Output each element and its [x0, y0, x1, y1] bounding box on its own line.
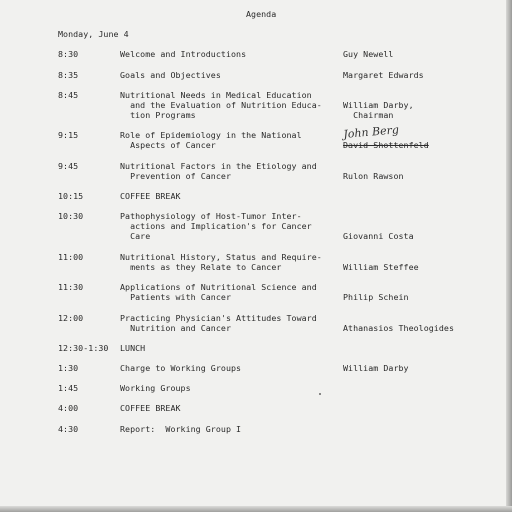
agenda-topic-continued: Prevention of Cancer — [120, 171, 231, 181]
agenda-topic-continued: actions and Implication's for Cancer — [120, 221, 312, 231]
agenda-time: 1:30 — [58, 363, 79, 373]
agenda-speaker: Margaret Edwards — [343, 70, 424, 80]
agenda-time: 4:00 — [58, 403, 79, 413]
agenda-time: 11:30 — [58, 282, 84, 292]
agenda-time: 12:00 — [58, 313, 84, 323]
agenda-topic: Welcome and Introductions — [120, 49, 247, 59]
agenda-topic-continued: Care — [120, 231, 151, 241]
agenda-time: 8:35 — [58, 70, 79, 80]
handwritten-speaker-correction: John Berg — [342, 123, 400, 141]
agenda-time: 4:30 — [58, 424, 79, 434]
agenda-time: 9:15 — [58, 130, 79, 140]
struck-speaker: David Shottenfeld — [343, 140, 429, 150]
agenda-speaker-role: Chairman — [343, 110, 394, 120]
agenda-topic: Practicing Physician's Attitudes Toward — [120, 313, 317, 323]
agenda-time: 9:45 — [58, 161, 79, 171]
agenda-topic: COFFEE BREAK — [120, 191, 181, 201]
agenda-topic: Nutritional Factors in the Etiology and — [120, 161, 317, 171]
agenda-topic: Role of Epidemiology in the National — [120, 130, 302, 140]
page-edge-right — [506, 0, 512, 512]
agenda-speaker: William Darby — [343, 363, 409, 373]
agenda-topic: Charge to Working Groups — [120, 363, 242, 373]
agenda-topic: Nutritional History, Status and Require- — [120, 252, 322, 262]
agenda-speaker: William Darby, — [343, 100, 414, 110]
ink-speck — [319, 393, 321, 395]
agenda-topic: COFFEE BREAK — [120, 403, 181, 413]
agenda-topic-continued: Patients with Cancer — [120, 292, 231, 302]
agenda-topic-continued: ments as they Relate to Cancer — [120, 262, 282, 272]
agenda-speaker: Giovanni Costa — [343, 231, 414, 241]
page-edge-bottom — [0, 506, 512, 512]
agenda-time: 1:45 — [58, 383, 79, 393]
agenda-topic: Applications of Nutritional Science and — [120, 282, 317, 292]
page-title: Agenda — [246, 9, 277, 19]
agenda-topic: Nutritional Needs in Medical Education — [120, 90, 312, 100]
agenda-topic-continued: Aspects of Cancer — [120, 140, 216, 150]
agenda-time: 11:00 — [58, 252, 84, 262]
agenda-time: 8:30 — [58, 49, 79, 59]
agenda-speaker: Guy Newell — [343, 49, 394, 59]
agenda-topic: Goals and Objectives — [120, 70, 221, 80]
agenda-speaker: Rulon Rawson — [343, 171, 404, 181]
agenda-speaker: Athanasios Theologides — [343, 323, 454, 333]
agenda-time: 10:30 — [58, 211, 84, 221]
agenda-topic: Working Groups — [120, 383, 191, 393]
agenda-speaker: Philip Schein — [343, 292, 409, 302]
agenda-time: 8:45 — [58, 90, 79, 100]
agenda-topic-continued: tion Programs — [120, 110, 196, 120]
agenda-topic: Pathophysiology of Host-Tumor Inter- — [120, 211, 302, 221]
agenda-topic: LUNCH — [120, 343, 146, 353]
agenda-time: 10:15 — [58, 191, 84, 201]
agenda-topic-continued: and the Evaluation of Nutrition Educa- — [120, 100, 322, 110]
agenda-time: 12:30-1:30 — [58, 343, 109, 353]
agenda-topic: Report: Working Group I — [120, 424, 242, 434]
agenda-topic-continued: Nutrition and Cancer — [120, 323, 231, 333]
agenda-date: Monday, June 4 — [58, 29, 129, 39]
agenda-speaker: William Steffee — [343, 262, 419, 272]
